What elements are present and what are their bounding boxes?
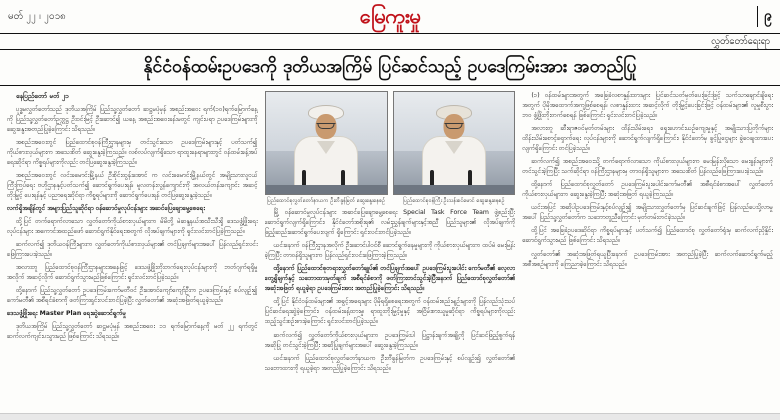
page-headline: နိုင်ငံဝန်ထမ်းဥပဒေကို ဒုတိယအကြိမ် ပြင်ဆင်သည့် ဥပဒေကြမ်းအား အတည်ပြု <box>0 50 780 86</box>
column-three <box>522 91 773 410</box>
photo-item <box>265 91 388 205</box>
photo-caption: ပြည်ထောင်စုဝန်ကြီး ဦးသန်းစင်မောင် ဆွေးနွေးနေစဉ် <box>403 197 505 204</box>
paragraph: အစည်းအဝေးတွင် လင်းခမောင်းမြို့နယ် ဦးစိုင်းထွန်းအောင် က လင်းခမောင်းမြို့နယ်တွင် အမျိုးသားလူငယ်ကြီးကြပ်ရေး ဗဟိုဌာနနှင့်ပတ်သက်၍ ဆောင်ရွက်ပေးရန်၊ မူလတန်းလွန်ကျောင်းကို အလယ်တန်းကျောင်း အဆင့်တိုးမြှင့် ပေးရန်နှင့် ပညာရေးဆိုင်ရာ ကိစ္စရပ်များကို ဆောင်ရွက်ပေးရန် တင်ပြဆွေးနွေးခဲ့သည်။ <box>7 171 258 199</box>
column-one <box>7 91 258 410</box>
paragraph: ထို့ပြင် အခြေခံဥပဒေဆိုင်ရာ ကိစ္စရပ်များနှင့် ပတ်သက်၍ ပြည်ထောင်စု လွှတ်တော်ရုံးမှ ဆက်လက်ညှိနှိုင်းဆောင်ရွက်သွားမည် ဖြစ်ကြောင်း သိရသည်။ <box>522 227 774 245</box>
dateline: နေပြည်တော် မတ် ၂၁ <box>16 91 69 100</box>
paragraph: ဆက်လက်၍ အစည်းအဝေးသို့ တက်ရောက်လာသော ကိုယ်စားလှယ်များက မေးမြန်းလိုသော မေးခွန်းများကို တင်သွင်းခဲ့ကြပြီး သက်ဆိုင်ရာ ဝန်ကြီးဌာနများမှ တာဝန်ရှိသူများက အသေးစိတ် ပြန်လည်ဖြေကြားပေးခဲ့သည်။ <box>522 158 774 176</box>
paragraph: အစည်းအဝေးတွင် ပြည်ထောင်စုဝန်ကြီးဌာနများမှ တင်သွင်းသော ဥပဒေကြမ်းများနှင့် ပတ်သက်၍ ကိုယ်စားလှယ်များက အသေးစိတ် ဆွေးနွေးခဲ့ကြသည်။ လစ်လပ်လျက်ရှိသော ရာထူးနေရာများတွင် ဝန်ထမ်းခန့်အပ်ရေးဆိုင်ရာ ကိစ္စရပ်များကိုလည်း တင်ပြဆွေးနွေးခဲ့ကြသည်။ <box>7 138 258 166</box>
photo-minister-portrait <box>393 91 516 195</box>
emphasis-paragraph-2: ဒေသဖွံ့ဖြိုးရေး Master Plan ရေးဆွဲဆောင်ရွက်မှု <box>7 310 127 318</box>
paragraph: ဒုတိယအကြိမ် ပြည်သူ့လွှတ်တော် ဆဋ္ဌမပုံမှန် အစည်းအဝေး ၁၁ ရက်မြောက်နေ့ကို မတ် ၂၂ ရက်တွင် ဆက်လက်ကျင်းပသွားမည် ဖြစ်ကြောင်း သိရသည်။ <box>7 323 258 341</box>
photo-caption: ပြည်ထောင်စုလွှတ်တော်နာယက ဦးတီခွန်မြတ် ဆွေးနွေးနေစဉ် <box>267 197 386 204</box>
section-label: လွှတ်တော်ရေးရာ <box>711 35 770 47</box>
article-body <box>0 86 780 414</box>
paragraph: ဆက်လက်၍ လွှတ်တော်ကိုယ်စားလှယ်များက ဥပဒေကြမ်းပါ ပြဋ္ဌာန်းချက်အချို့ကို ပြင်ဆင်ဖြည့်စွက်ရန် အဆိုပြု တင်သွင်းခဲ့ကြပြီး အဆိုပြုချက်များအပေါ် ဆွေးနွေးခဲ့ကြသည်။ <box>264 331 516 349</box>
paragraph: ထို့နောက် ပြည်ထောင်စုလွှတ်တော် ဥပဒေကြမ်းပူးပေါင်းကော်မတီ၏ အစီရင်ခံစာအပေါ် လွှတ်တော်ကိုယ်စားလှယ်များက ဆွေးနွေးခဲ့ကြပြီး အဆုံးအဖြတ် ရယူခဲ့ကြသည်။ <box>522 181 774 199</box>
photo-item <box>393 91 516 205</box>
paragraph: အလားတူ ပြည်ထောင်စုဝန်ကြီးဌာနများအနေဖြင့် ဒေသဖွံ့ဖြိုးတိုးတက်ရေးလုပ်ငန်းများကို ဘတ်ဂျက်ရရှိမှုအလိုက် အဆင့်လိုက် ဆောင်ရွက်သွားမည်ဖြစ်ကြောင်း ရှင်းလင်းတင်ပြခဲ့သည်။ <box>7 264 258 282</box>
paragraph: အလားတူ ဆီးရာဇဝင်မှတ်တမ်းများ ထိန်းသိမ်းရေး၊ ရှေးဟောင်းယဉ်ကျေးမှုနှင့် အမျိုးသားပြတိုက်များ ထိန်းသိမ်းစောင့်ရှောက်ရေး လုပ်ငန်းများကို ဆောင်ရွက်လျက်ရှိကြောင်း၊ နိုင်ငံတော်မှ ခွင့်ပြုငွေများ ခွဲဝေချထားပေးလျက်ရှိကြောင်း တင်ပြခဲ့သည်။ <box>522 125 774 153</box>
section-bar <box>0 34 780 50</box>
paragraph: ဆက်လက်၍ ဒုတိယဝန်ကြီးများက လွှတ်တော်ကိုယ်စားလှယ်များ၏ တင်ပြချက်များအပေါ် ပြန်လည်ရှင်းလင်း ဖြေကြားပေးခဲ့သည်။ <box>7 241 258 259</box>
paragraph: ယင်းနောက် ဝန်ကြီးဌာနအလိုက် ဦးဆောင်ပါဝင်စီ ဆောင်ရွက်နေမှုများကို ကိုယ်စားလှယ်များက ထပ်မံ မေးမြန်းခဲ့ကြပြီး တာဝန်ရှိသူများက ပြန်လည်ရှင်းလင်းဖြေကြားခဲ့ကြသည်။ <box>264 242 516 260</box>
paragraph: ထို့နောက် ပြည်သူ့လွှတ်တော် ဥပဒေကြမ်းကော်မတီဝင် ဦးအောင်ကျော်ကျော်ဦးက ဥပဒေကြမ်းနှင့် စပ်လျဉ်း၍ ကော်မတီ၏ အစီရင်ခံစာကို ဖတ်ကြားရှင်းလင်းတင်ပြခဲ့ပြီး လွှတ်တော်၏ အဆုံးအဖြတ်ရယူခဲ့သည်။ <box>7 287 258 305</box>
masthead <box>0 0 780 34</box>
paragraph: (၁) ဝန်ထမ်းများအတွက် အခြေခံလစာနှုန်းထားများ ပြင်ဆင်သတ်မှတ်ပေးခြင်းဖြင့် သက်သာချောင်ချိရေးအတွက် ပိုမိုအထောက်အကူဖြစ်စေရန်၊ လစာနှုန်းထား အဆင့်လိုက် တိုးမြှင့်ပေးခြင်းဖြင့် ဝန်ထမ်းများ၏ လူမှုစီးပွားဘဝ ဖွံ့ဖြိုးတိုးတက်စေရန် ဖြစ်ကြောင်း ရှင်းလင်းတင်ပြခဲ့သည်။ <box>522 91 774 119</box>
column-two <box>265 91 516 410</box>
emphasis-paragraph: လက်ရှိအချိန်တွင် အများပြည်သူဆိုင်ရာ ဝန်ဆောင်မှုလုပ်ငန်းများ အဆင်ပြေချောမွေ့စေရေး <box>7 204 205 212</box>
paragraph: ယင်းအပြင် အဆိုပါဥပဒေကြမ်းနှင့်စပ်လျဉ်း၍ အမျိုးသားလွှတ်တော်မှ ပြင်ဆင်ချက်ဖြင့် ပြန်လည်ပေးပို့လာမှုအပေါ် ပြည်သူ့လွှတ်တော်က သဘောတူညီကြောင်း မှတ်တမ်းတင်ခဲ့သည်။ <box>522 204 774 222</box>
newspaper-logo: မြေကူးမှု <box>359 4 421 28</box>
paragraph: ယင်းနောက် ပြည်ထောင်စုလွှတ်တော်နာယက ဦးတီခွန်မြတ်က ဥပဒေကြမ်းနှင့် စပ်လျဉ်း၍ လွှတ်တော်၏ သဘောထားကို ရယူခဲ့ရာ အတည်ပြုခဲ့ကြောင်း သိရသည်။ <box>264 354 516 372</box>
paragraph: မြို့ ဝန်ဆောင်မှုလုပ်ငန်းများ အဆင်ပြေချောမွေ့စေရေး Special Task Force Team ဖွဲ့စည်းပြီး ဆောင်ရွက်လျက်ရှိကြောင်း၊ နိုင်ငံတော်အစိုးရ၏ လမ်းညွှန်ချက်များနှင့်အညီ ပြည်သူများ၏ လိုအပ်ချက်ကို ဖြည့်ဆည်းဆောင်ရွက်ပေးလျက် ရှိကြောင်း ရှင်းလင်းတင်ပြခဲ့သည်။ <box>264 208 516 237</box>
page-number: ၉ <box>757 6 772 27</box>
viewer-bottom-bar <box>0 413 780 420</box>
page-number-group <box>757 6 772 27</box>
paragraph: လွှတ်တော်၏ အဆုံးအဖြတ်ရယူပြီးနောက် ဥပဒေကြမ်းအား အတည်ပြုခဲ့ပြီး ဆက်လက်ဆောင်ရွက်မည့် အစီအစဉ်များကို ကြေညာခဲ့ကြောင်း သိရသည်။ <box>522 250 774 268</box>
emphasis-paragraph: ထို့နောက် ပြည်ထောင်စုတရားလွှတ်တော်ချုပ်၏ တင်ပြချက်အပေါ် ဥပဒေကြမ်းပူးပေါင်း ကော်မတီ၏ လေ့လာတွေ့ရှိချက်နှင့် သဘောထားမှတ်ချက် အစီရင်ခံစာကို ဖတ်ကြားတင်သွင်းခဲ့ပြီးနောက် ပြည်ထောင်စုလွှတ်တော်၏ အဆုံးအဖြတ် ရယူခဲ့ရာ ဥပဒေကြမ်းအား အတည်ပြုခဲ့ကြောင်း သိရသည်။ <box>264 265 516 293</box>
photo-speaker-portrait <box>265 91 388 195</box>
paragraph: ပုဒ္ဓမလွှတ်တော်သည် ဒုတိယအကြိမ် ပြည်သူ့လွှတ်တော် ဆဋ္ဌမပုံမှန် အစည်းအဝေး ရက်(၁၀)ရက်မြောက်နေ့ကို ပြည်သူ့လွှတ်တော်ဥက္ကဋ္ဌ ဦးဝင်းမြင့် ဦးဆောင်၍ ယနေ့ အစည်းအဝေးခန်းမတွင် ကျင်းပရာ ဥပဒေကြမ်းများကို ဆွေးနွေးအတည်ပြုခဲ့ကြောင်း သိရသည်။ <box>7 105 258 133</box>
paragraph: ထို့ပြင် နိုင်ငံဝန်ထမ်းများ၏ အခွင့်အရေးများ ပိုမိုရရှိစေရေးအတွက် ဝန်ထမ်းစည်းမျဉ်းများကို ပြန်လည်သုံးသပ် ပြင်ဆင်ရေးဆွဲခဲ့ကြောင်း၊ ဝန်ထမ်းခန့်ထားမှု၊ ရာထူးတိုးမြှင့်မှုနှင့် အငြိမ်းစားယူမှုဆိုင်ရာ ကိစ္စရပ်များကိုလည်း ထည့်သွင်းစဉ်းစားခဲ့ကြောင်း ရှင်းလင်းတင်ပြခဲ့သည်။ <box>264 298 516 326</box>
issue-date: မတ် ၂၂ ၊ ၂၀၁၈ <box>8 10 66 22</box>
photo-row <box>265 91 516 205</box>
paragraph: ထို့ပြင် တက်ရောက်လာသော လွှတ်တော်ကိုယ်စားလှယ်များက မိမိတို့ မဲဆန္ဒနယ်အသီးသီးရှိ ဒေသဖွံ့ဖြိုးရေး လုပ်ငန်းများ အကောင်အထည်ဖော် ဆောင်ရွက်နိုင်ရေးအတွက် လိုအပ်ချက်များကို ရှင်းလင်းတင်ပြခဲ့ကြသည်။ <box>7 218 258 236</box>
